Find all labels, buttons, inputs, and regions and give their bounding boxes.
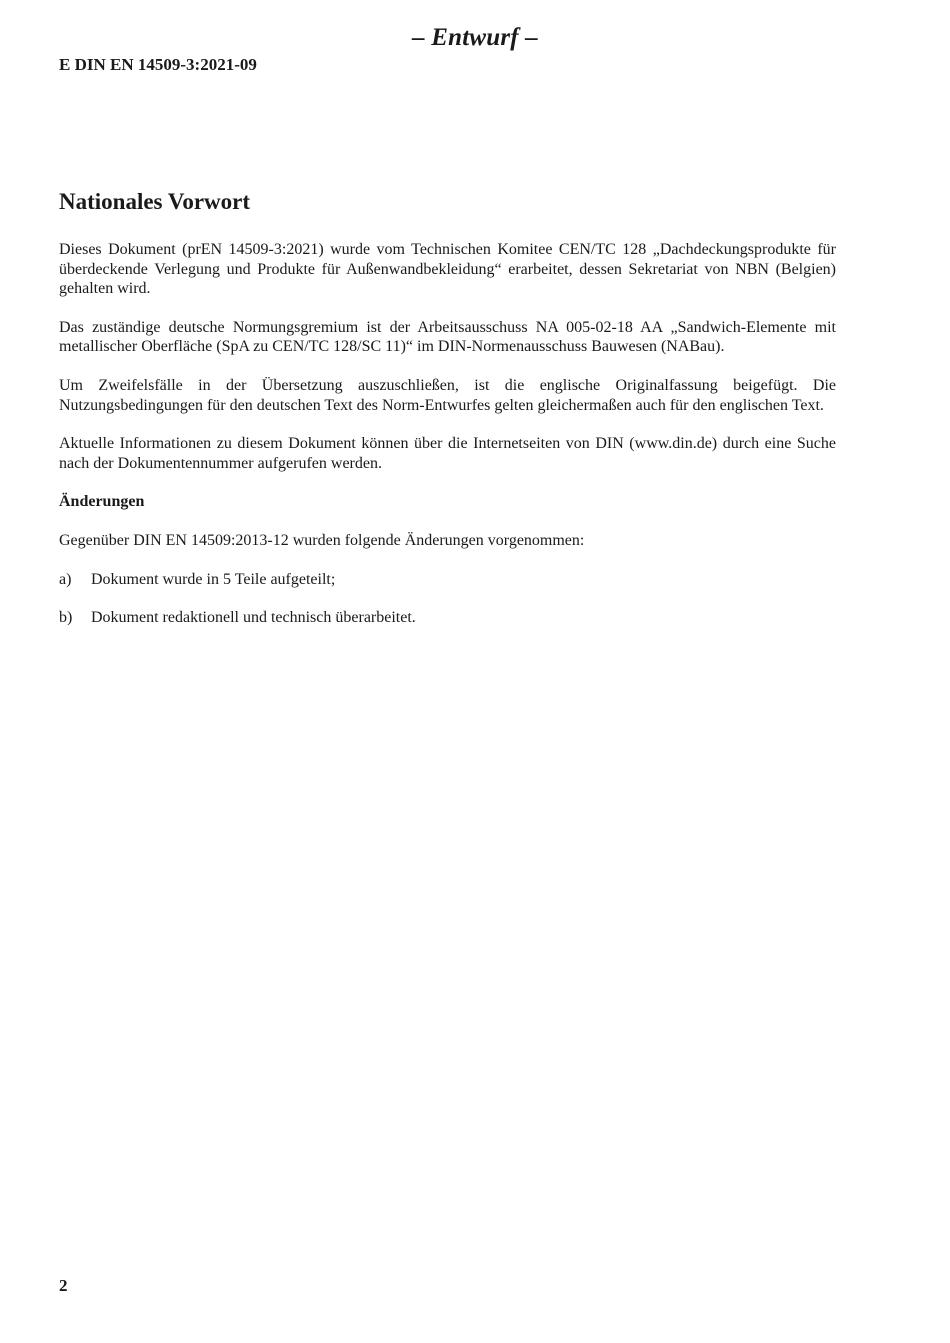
changes-list — [59, 570, 836, 628]
section-title: Nationales Vorwort — [59, 189, 251, 214]
paragraph-translation: Um Zweifelsfälle in der Übersetzung auszuschließen, ist die englische Originalfassung beigefügt. Die Nutzungsbedingungen für den deutschen Text des Norm-Entwurfes gelten gleichermaßen auch für den englischen Text. — [59, 376, 836, 414]
paragraph-information: Aktuelle Informationen zu diesem Dokument können über die Internetseiten von DIN (www.din.de) durch eine Suche nach der Dokumentennummer aufgerufen werden. — [59, 435, 836, 472]
page-content — [59, 186, 836, 647]
list-item — [59, 608, 836, 628]
changes-intro: Gegenüber DIN EN 14509:2013-12 wurden folgende Änderungen vorgenommen: — [59, 531, 585, 549]
changes-heading: Änderungen — [59, 493, 145, 511]
list-item — [59, 570, 836, 590]
paragraph-committee: Dieses Dokument (prEN 14509-3:2021) wurde vom Technischen Komitee CEN/TC 128 „Dachdeckungsprodukte für überdeckende Verlegung und Produkte für Außenwandbekleidung“ erarbeitet, dessen Sekretariat von NBN (Belgien) gehalten wird. — [59, 241, 836, 298]
list-marker: b) — [59, 609, 73, 627]
list-text: Dokument redaktionell und technisch überarbeitet. — [91, 609, 416, 627]
list-text: Dokument wurde in 5 Teile aufgeteilt; — [91, 570, 336, 588]
paragraph-national-body: Das zuständige deutsche Normungsgremium ist der Arbeitsausschuss NA 005-02-18 AA „Sandwich-Elemente mit metallischer Oberfläche (SpA zu CEN/TC 128/SC 11)“ im DIN-Normenausschuss Bauwesen (NABau). — [59, 318, 836, 356]
page-number: 2 — [59, 1276, 68, 1295]
list-marker: a) — [59, 570, 72, 588]
draft-mark: – Entwurf – — [412, 24, 538, 51]
document-id: E DIN EN 14509-3:2021-09 — [59, 55, 257, 74]
